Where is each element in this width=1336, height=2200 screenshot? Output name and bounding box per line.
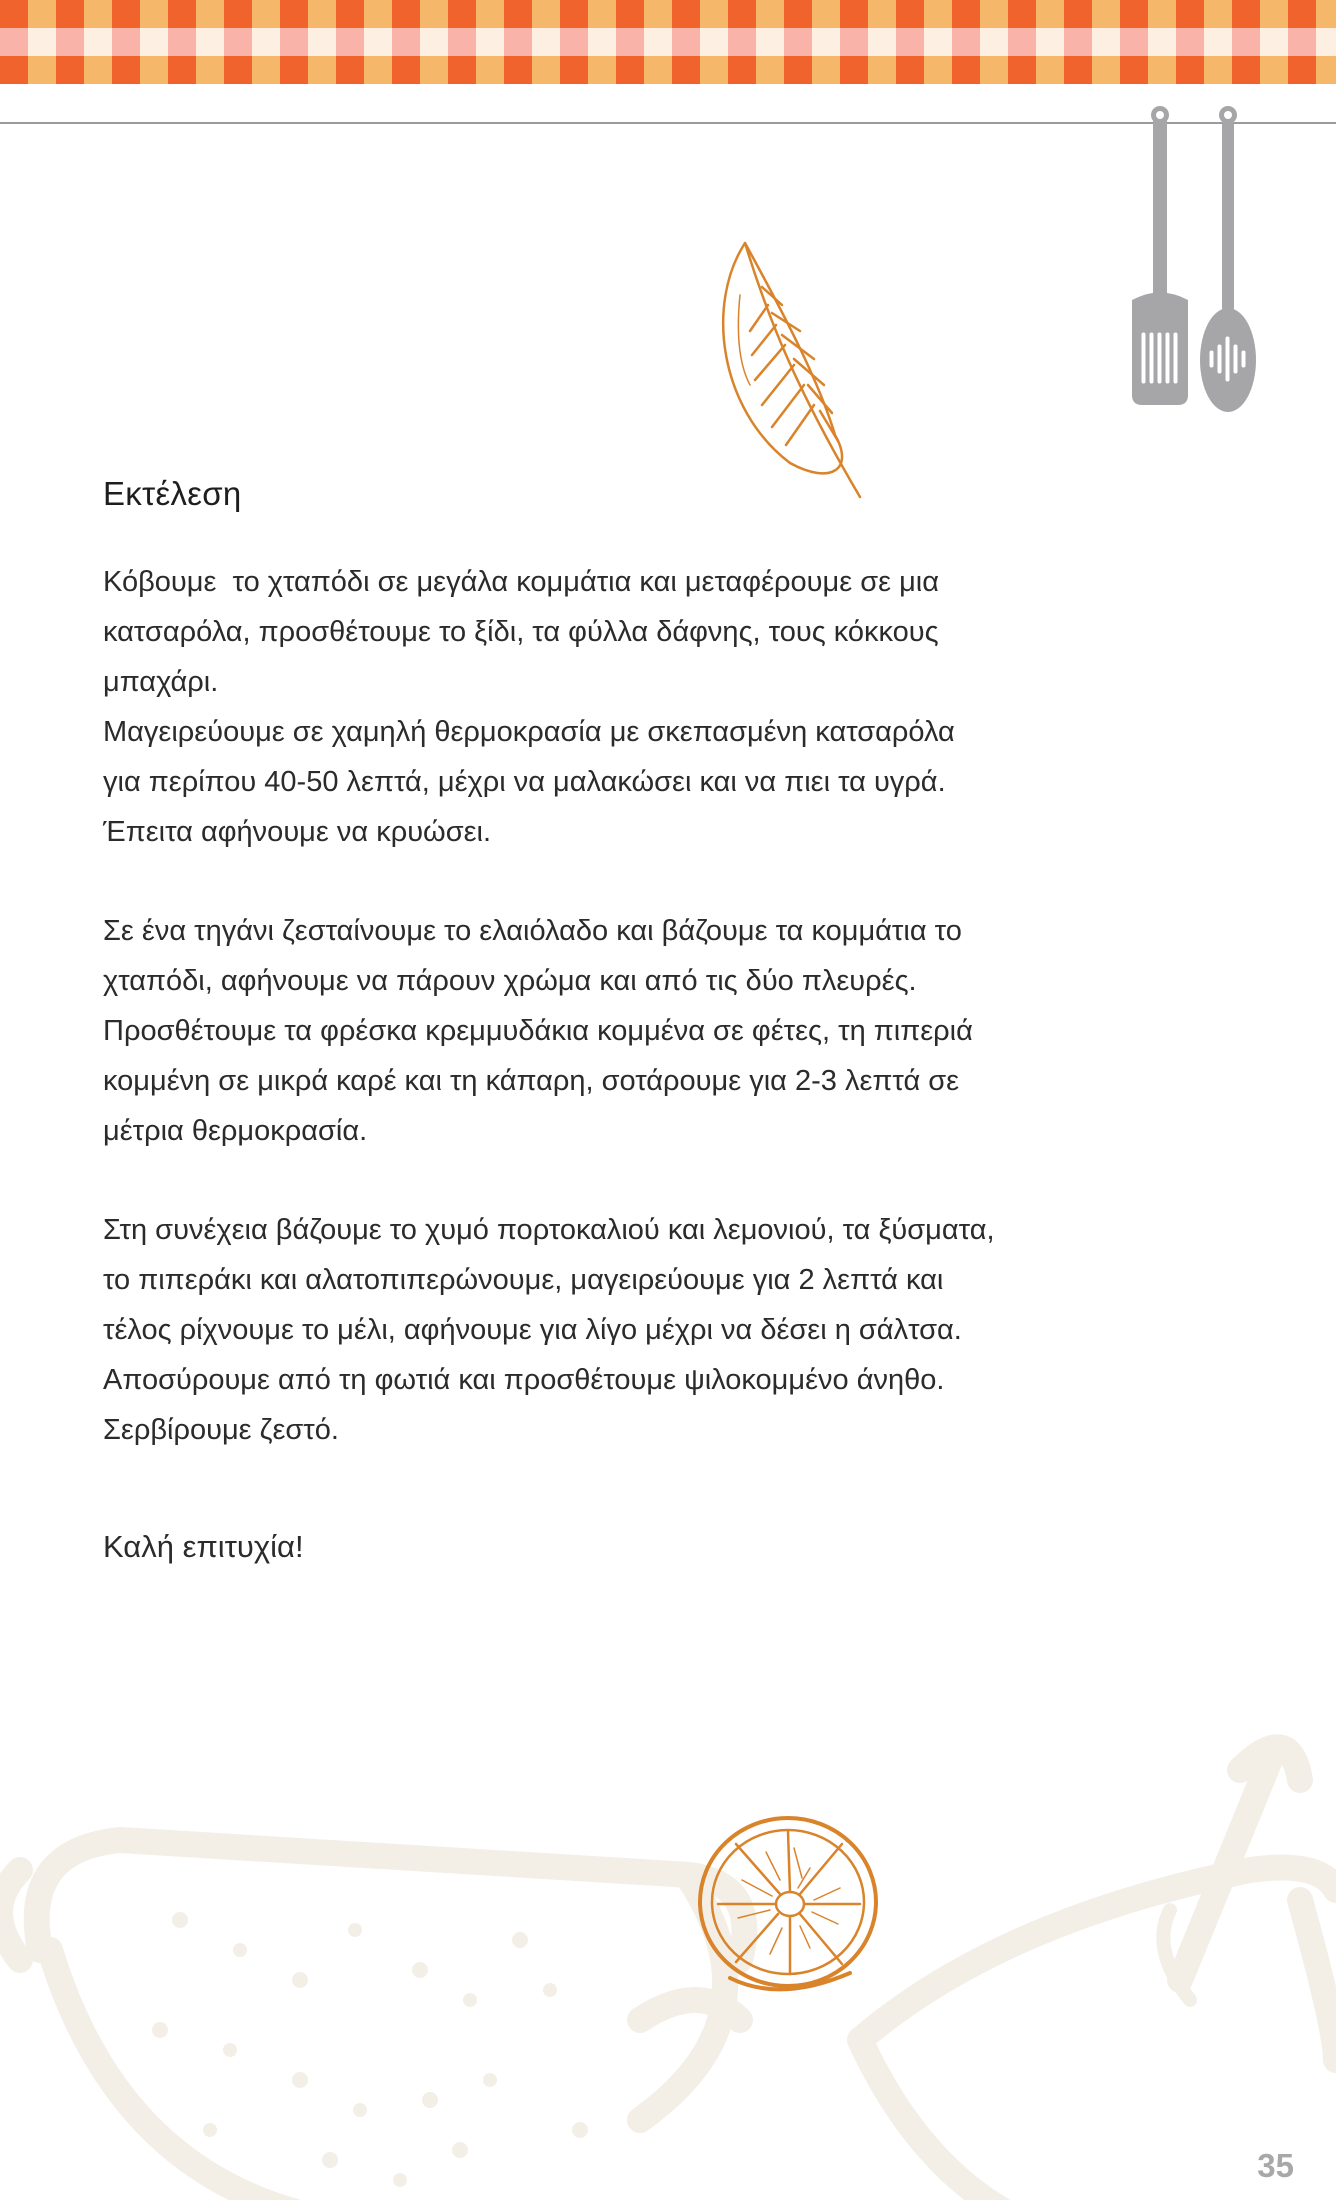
orange-slice-icon [690,1808,890,2008]
gingham-cell [280,0,308,28]
gingham-cell [952,28,980,56]
gingham-cell [644,56,672,84]
gingham-cell [616,56,644,84]
gingham-cell [504,0,532,28]
gingham-cell [1316,28,1336,56]
gingham-cell [448,28,476,56]
gingham-cell [840,56,868,84]
gingham-cell [140,56,168,84]
gingham-cell [588,28,616,56]
gingham-cell [84,56,112,84]
gingham-cell [392,0,420,28]
gingham-cell [252,56,280,84]
gingham-cell [1260,0,1288,28]
gingham-cell [336,0,364,28]
gingham-cell [140,28,168,56]
gingham-cell [28,28,56,56]
gingham-border [0,0,1336,84]
gingham-cell [308,28,336,56]
gingham-cell [476,56,504,84]
gingham-cell [672,28,700,56]
page-number: 35 [1257,2147,1294,2184]
gingham-cell [700,56,728,84]
text-line: μέτρια θερμοκρασία. [103,1115,368,1147]
gingham-cell [840,28,868,56]
gingham-cell [840,0,868,28]
gingham-cell [672,56,700,84]
gingham-cell [168,56,196,84]
text-line: τέλος ρίχνουμε το μέλι, αφήνουμε για λίγο μέχρι να δέσει η σάλτσα. [103,1314,962,1346]
gingham-cell [504,28,532,56]
gingham-cell [1204,28,1232,56]
gingham-cell [1008,56,1036,84]
gingham-cell [56,56,84,84]
bay-leaf-icon [710,235,870,505]
gingham-cell [1288,0,1316,28]
gingham-cell [700,28,728,56]
gingham-cell [448,0,476,28]
gingham-cell [504,56,532,84]
gingham-cell [224,56,252,84]
gingham-cell [336,28,364,56]
gingham-cell [252,28,280,56]
gingham-cell [364,0,392,28]
kitchen-utensils-icon [1120,105,1270,415]
gingham-cell [1232,0,1260,28]
gingham-cell [0,0,28,28]
paragraph-1 [103,557,1183,857]
recipe-instructions [103,475,1183,1565]
gingham-cell [924,0,952,28]
section-heading: Εκτέλεση [103,475,242,512]
gingham-cell [756,28,784,56]
text-line: Προσθέτουμε τα φρέσκα κρεμμυδάκια κομμένα σε φέτες, τη πιπεριά [103,1015,973,1047]
gingham-cell [728,0,756,28]
gingham-cell [336,56,364,84]
gingham-cell [728,28,756,56]
gingham-cell [476,28,504,56]
text-line: μπαχάρι. [103,666,219,698]
gingham-cell [84,0,112,28]
gingham-cell [1176,0,1204,28]
gingham-cell [280,56,308,84]
gingham-cell [588,0,616,28]
gingham-cell [196,28,224,56]
gingham-cell [1204,0,1232,28]
gingham-cell [0,28,28,56]
gingham-cell [1148,28,1176,56]
text-line: κομμένη σε μικρά καρέ και τη κάπαρη, σοτάρουμε για 2-3 λεπτά σε [103,1065,960,1097]
text-line: για περίπου 40-50 λεπτά, μέχρι να μαλακώσει και να πιει τα υγρά. [103,766,946,798]
gingham-cell [28,0,56,28]
gingham-cell [896,28,924,56]
gingham-cell [1260,56,1288,84]
paragraph-3 [103,1205,1183,1455]
text-line: κατσαρόλα, προσθέτουμε το ξίδι, τα φύλλα δάφνης, τους κόκκους [103,616,939,648]
text-line: Έπειτα αφήνουμε να κρυώσει. [103,816,492,848]
gingham-cell [616,28,644,56]
gingham-cell [700,0,728,28]
text-line: Κόβουμε το χταπόδι σε μεγάλα κομμάτια και μεταφέρουμε σε μια [103,566,940,598]
gingham-cell [812,0,840,28]
gingham-cell [476,0,504,28]
gingham-cell [168,28,196,56]
gingham-cell [56,28,84,56]
gingham-cell [1148,56,1176,84]
gingham-cell [28,56,56,84]
gingham-cell [644,0,672,28]
gingham-cell [392,28,420,56]
gingham-cell [560,56,588,84]
gingham-cell [1288,56,1316,84]
gingham-cell [196,56,224,84]
gingham-cell [756,0,784,28]
gingham-cell [784,0,812,28]
gingham-cell [280,28,308,56]
gingham-cell [140,0,168,28]
gingham-cell [84,28,112,56]
gingham-cell [224,28,252,56]
gingham-cell [1120,0,1148,28]
gingham-cell [364,28,392,56]
gingham-cell [112,0,140,28]
gingham-cell [0,56,28,84]
gingham-cell [532,56,560,84]
gingham-cell [588,56,616,84]
text-line: το πιπεράκι και αλατοπιπερώνουμε, μαγειρεύουμε για 2 λεπτά και [103,1264,944,1296]
gingham-cell [1036,28,1064,56]
gingham-cell [420,56,448,84]
gingham-cell [1148,0,1176,28]
gingham-cell [420,28,448,56]
gingham-cell [448,56,476,84]
gingham-cell [952,56,980,84]
gingham-cell [812,56,840,84]
gingham-cell [1092,56,1120,84]
gingham-cell [1064,56,1092,84]
gingham-cell [868,56,896,84]
text-line: Σερβίρουμε ζεστό. [103,1414,339,1446]
gingham-cell [672,0,700,28]
gingham-cell [952,0,980,28]
gingham-cell [1064,0,1092,28]
gingham-cell [168,0,196,28]
closing-wish: Καλή επιτυχία! [103,1529,304,1564]
gingham-cell [868,28,896,56]
gingham-cell [1120,28,1148,56]
gingham-cell [616,0,644,28]
gingham-cell [980,0,1008,28]
gingham-cell [1120,56,1148,84]
gingham-cell [1008,0,1036,28]
gingham-cell [784,56,812,84]
gingham-cell [1316,0,1336,28]
gingham-cell [196,0,224,28]
text-line: Στη συνέχεια βάζουμε το χυμό πορτοκαλιού και λεμονιού, τα ξύσματα, [103,1214,995,1246]
gingham-cell [728,56,756,84]
gingham-cell [1092,28,1120,56]
gingham-cell [1232,56,1260,84]
gingham-cell [1288,28,1316,56]
gingham-cell [560,0,588,28]
gingham-cell [532,28,560,56]
gingham-cell [644,28,672,56]
gingham-cell [924,56,952,84]
bowls-illustration [0,1700,1336,2200]
gingham-cell [364,56,392,84]
gingham-cell [1176,56,1204,84]
gingham-cell [1008,28,1036,56]
gingham-cell [1064,28,1092,56]
gingham-cell [1260,28,1288,56]
gingham-cell [784,28,812,56]
gingham-cell [812,28,840,56]
gingham-cell [1036,0,1064,28]
gingham-cell [1036,56,1064,84]
gingham-cell [980,56,1008,84]
gingham-cell [1232,28,1260,56]
text-line: Αποσύρουμε από τη φωτιά και προσθέτουμε ψιλοκομμένο άνηθο. [103,1364,945,1396]
gingham-cell [560,28,588,56]
gingham-cell [924,28,952,56]
gingham-cell [308,56,336,84]
gingham-cell [252,0,280,28]
gingham-cell [1204,56,1232,84]
gingham-cell [532,0,560,28]
gingham-cell [980,28,1008,56]
gingham-cell [420,0,448,28]
gingham-cell [308,0,336,28]
text-line: Μαγειρεύουμε σε χαμηλή θερμοκρασία με σκεπασμένη κατσαρόλα [103,716,955,748]
gingham-cell [112,56,140,84]
paragraph-2 [103,906,1183,1156]
gingham-cell [896,0,924,28]
gingham-cell [56,0,84,28]
gingham-cell [392,56,420,84]
gingham-cell [1316,56,1336,84]
gingham-cell [1176,28,1204,56]
gingham-cell [224,0,252,28]
gingham-cell [1092,0,1120,28]
gingham-cell [112,28,140,56]
gingham-cell [896,56,924,84]
text-line: χταπόδι, αφήνουμε να πάρουν χρώμα και από τις δύο πλευρές. [103,965,917,997]
text-line: Σε ένα τηγάνι ζεσταίνουμε το ελαιόλαδο και βάζουμε τα κομμάτια το [103,915,962,947]
gingham-cell [756,56,784,84]
gingham-cell [868,0,896,28]
